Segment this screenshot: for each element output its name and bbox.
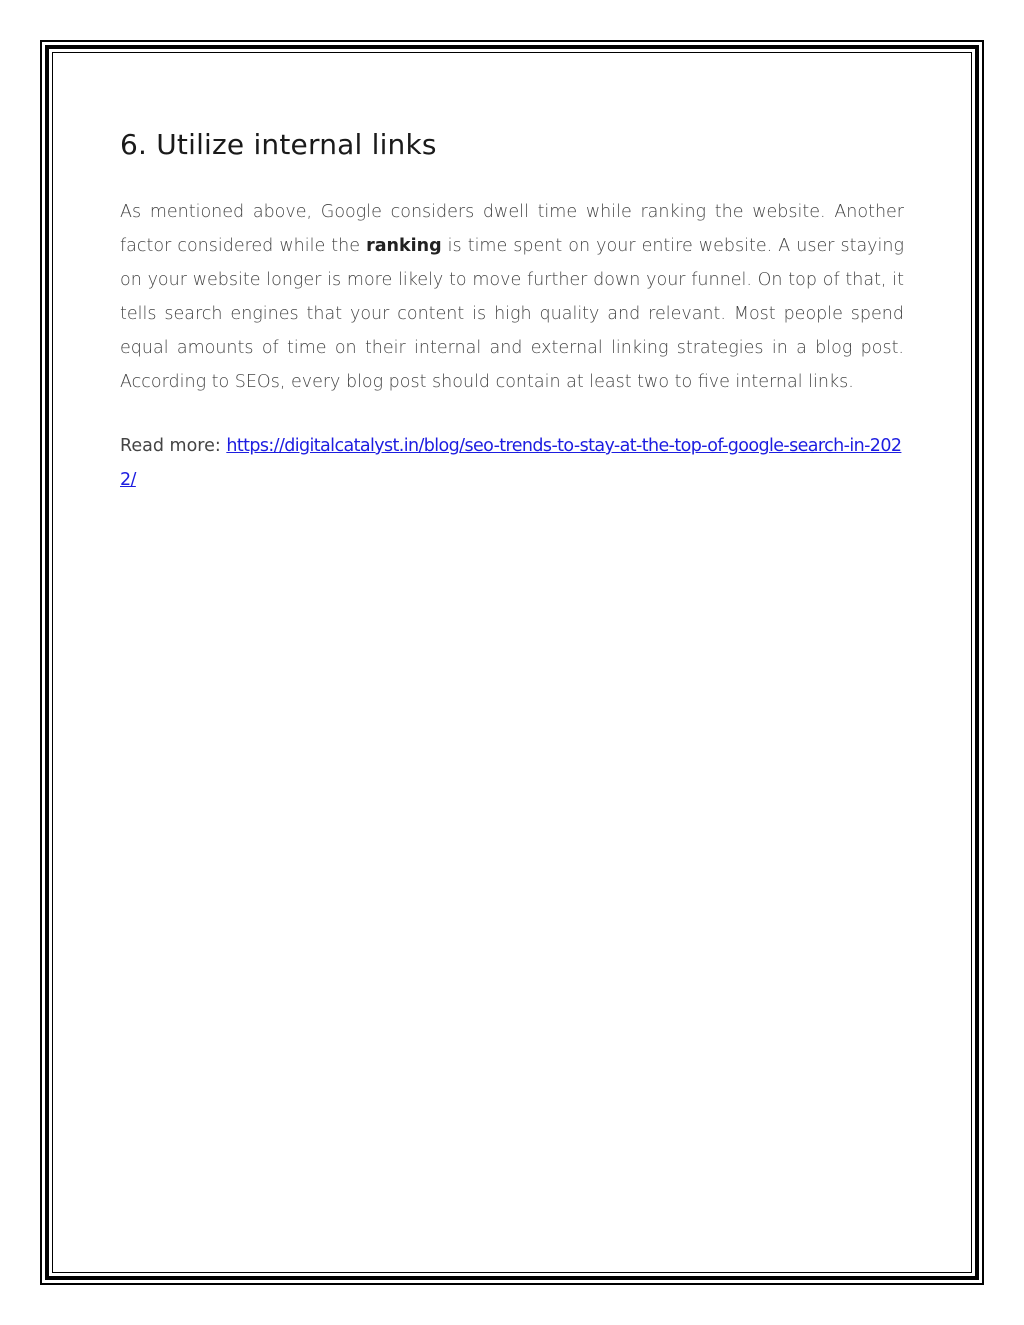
body-paragraph — [120, 195, 904, 399]
section-heading: 6. Utilize internal links — [120, 128, 437, 161]
paragraph-text-start: As mentioned above, Google considers dwell time while ranking the website. Another factor considered while the — [120, 202, 904, 256]
bold-keyword: ranking — [366, 236, 442, 256]
document-content — [120, 125, 904, 497]
read-more-link[interactable]: https://digitalcatalyst.in/blog/seo-trends-to-stay-at-the-top-of-google-search-in-2022/ — [120, 436, 902, 490]
read-more-label: Read more: — [120, 436, 227, 456]
paragraph-text-end: is time spent on your entire website. A user staying on your website longer is more likely to move further down your funnel. On top of that, it tells search engines that your content is high quality and relevant. Most people spend equal amounts of time on their internal and external linking strategies in a blog post. According to SEOs, every blog post should contain at least two to five internal links. — [120, 236, 904, 392]
read-more-line — [120, 429, 904, 497]
